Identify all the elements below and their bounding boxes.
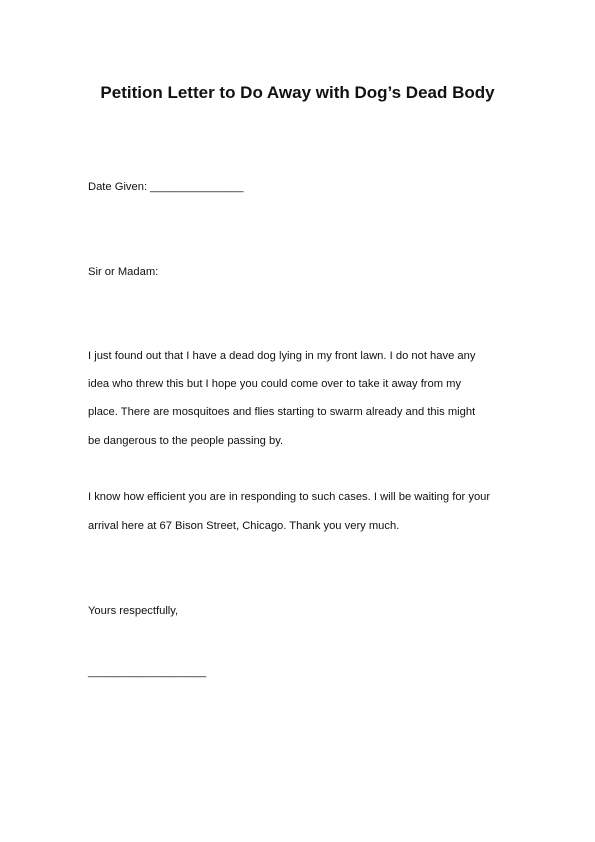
body-paragraph-2-line-2: arrival here at 67 Bison Street, Chicago. Thank you very much. [88,520,400,532]
body-paragraph-1-line-3: place. There are mosquitoes and flies starting to swarm already and this might [88,406,476,418]
body-paragraph-2-line-1: I know how efficient you are in responding to such cases. I will be waiting for your [88,491,491,503]
signature-line: ___________________ [88,666,207,678]
body-paragraph-1-line-1: I just found out that I have a dead dog lying in my front lawn. I do not have any [88,350,476,362]
date-given-line: Date Given: _______________ [88,181,244,193]
document-title: Petition Letter to Do Away with Dog’s Dead Body [100,83,495,102]
body-paragraph-1-line-4: be dangerous to the people passing by. [88,435,284,447]
body-paragraph-1-line-2: idea who threw this but I hope you could come over to take it away from my [88,378,462,390]
salutation: Sir or Madam: [88,266,159,278]
closing: Yours respectfully, [88,605,179,617]
